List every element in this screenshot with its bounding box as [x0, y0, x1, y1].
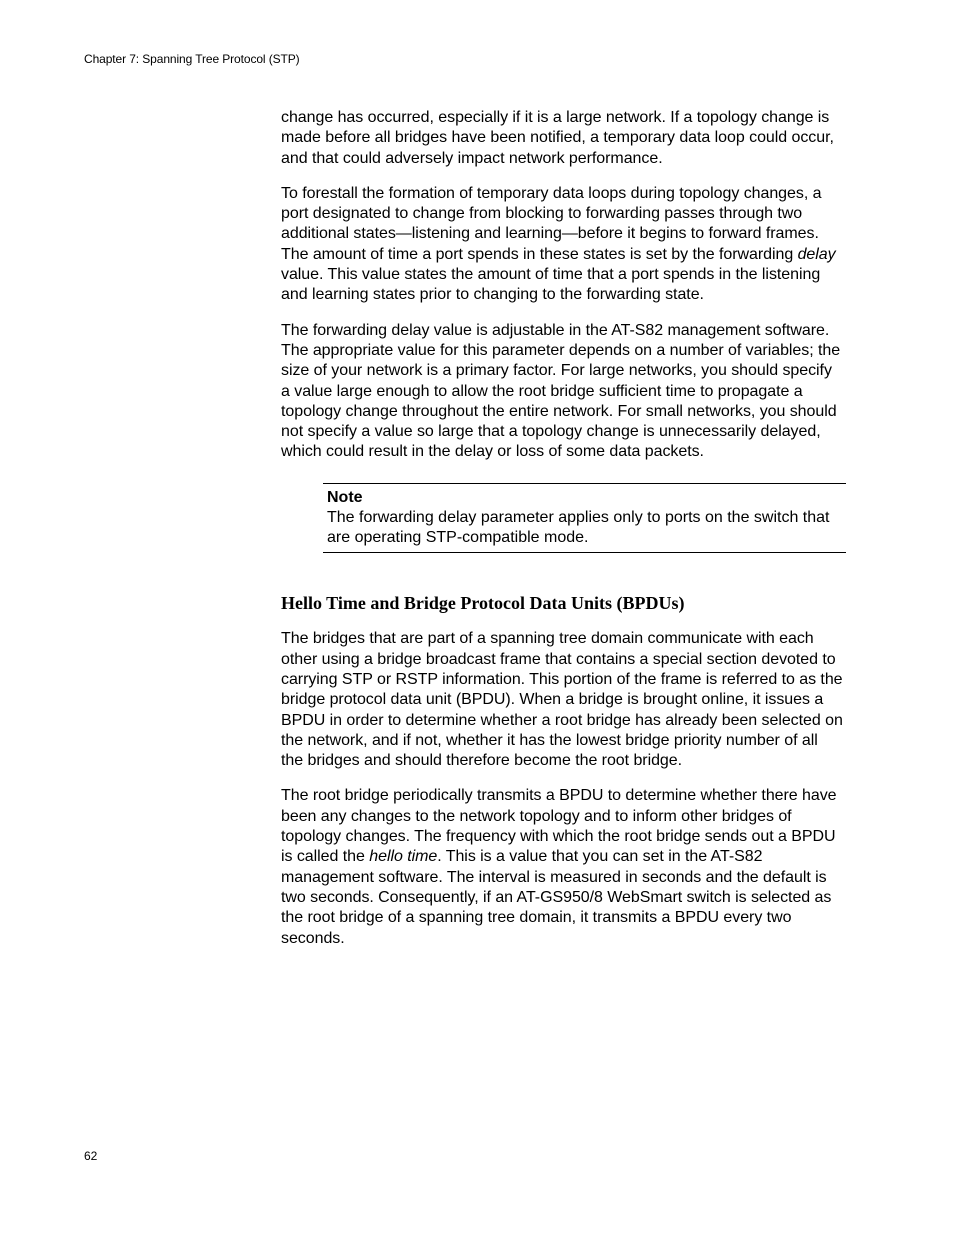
section-heading: Hello Time and Bridge Protocol Data Units (BPDUs) [281, 593, 685, 614]
paragraph-text: value. This value states the amount of time that a port spends in the listening and learning states prior to changing to the forwarding state. [281, 266, 821, 304]
page-content [281, 108, 843, 964]
paragraph-text: . This is a value that you can set in the AT-S82 management software. The interval is measured in seconds and the default is two seconds. Consequently, if an AT-GS950/8 WebSmart switch is selected as the root bridge of a spanning tree domain, it transmits a BPDU every two seconds. [281, 848, 832, 947]
paragraph-forestall-loops [281, 184, 843, 306]
emphasis-delay: delay [797, 245, 836, 263]
paragraph-text: To forestall the formation of temporary data loops during topology changes, a port designated to change from blocking to forwarding passes through two additional states—listening and learning—before it begins to forward frames. The amount of time a port spends in these states is set by the forwarding [281, 184, 822, 263]
paragraph-text: The root bridge periodically transmits a BPDU to determine whether there have been any changes to the network topology and to inform other bridges of topology changes. The frequency with which the root bridge sends out a BPDU is called the [281, 787, 837, 866]
page-number: 62 [84, 1149, 98, 1163]
note-title: Note [327, 488, 363, 506]
note-body: The forwarding delay parameter applies only to ports on the switch that are operating STP-compatible mode. [327, 508, 830, 547]
running-header: Chapter 7: Spanning Tree Protocol (STP) [84, 52, 300, 66]
paragraph-bpdu: The bridges that are part of a spanning tree domain communicate with each other using a bridge broadcast frame that contains a special section devoted to carrying STP or RSTP information. This portion of the frame is referred to as the bridge protocol data unit (BPDU). When a bridge is brought online, it issues a BPDU in order to determine whether a root bridge has already been selected on the network, and if not, whether it has the lowest bridge priority number of all the bridges and should therefore become the root bridge. [281, 630, 843, 770]
paragraph-forwarding-delay: The forwarding delay value is adjustable in the AT-S82 management software. The appropriate value for this parameter depends on a number of variables; the size of your network is a primary factor. For large networks, you should specify a value large enough to allow the root bridge sufficient time to propagate a topology change throughout the entire network. For small networks, you should not specify a value so large that a topology change is unnecessarily delayed, which could result in the delay or loss of some data packets. [281, 321, 841, 461]
paragraph-hello-time [281, 786, 843, 948]
emphasis-hello-time: hello time [369, 848, 438, 866]
note-box [323, 483, 846, 554]
paragraph-topology-change: change has occurred, especially if it is a large network. If a topology change is made before all bridges have been notified, a temporary data loop could occur, and that could adversely impact network performance. [281, 109, 834, 167]
